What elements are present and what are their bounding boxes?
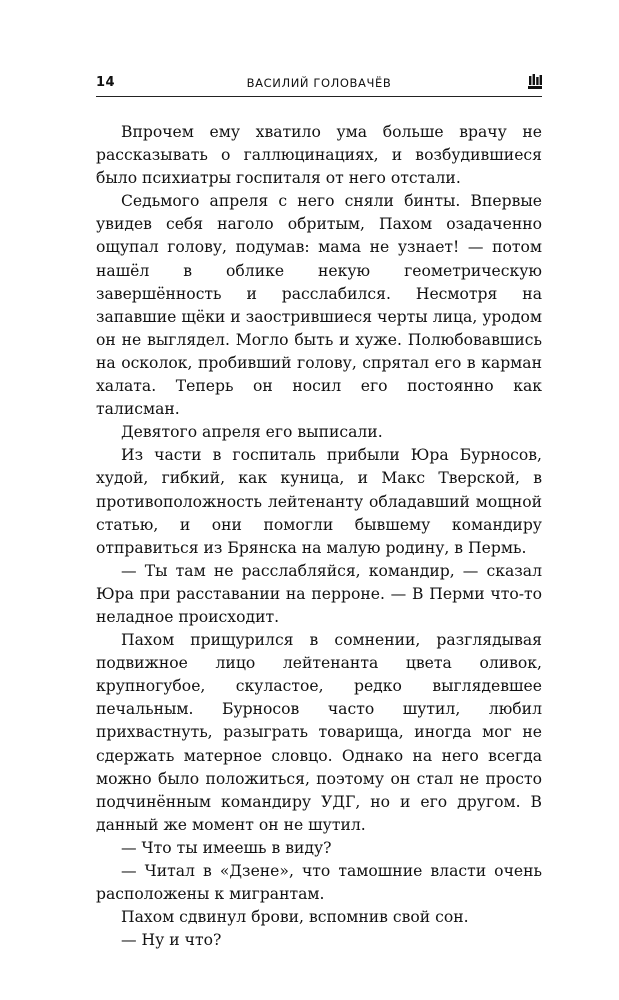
body-text: [96, 121, 542, 952]
paragraph: — Ты там не расслабляйся, командир, — сказал Юра при расставании на перроне. — В Перми что-то неладное происходит.: [96, 561, 542, 626]
paragraph: Пахом сдвинул брови, вспомнив свой сон.: [121, 908, 469, 927]
publisher-logo-icon: [528, 74, 542, 89]
page-header: [96, 74, 542, 96]
header-rule: [96, 96, 542, 97]
paragraph: Впрочем ему хватило ума больше врачу не рассказывать о галлюцинациях, и возбудившиеся было психиатры госпиталя от него отстали.: [96, 123, 542, 188]
paragraph: — Читал в «Дзене», что тамошние власти очень расположены к мигрантам.: [96, 862, 542, 904]
paragraph: Девятого апреля его выписали.: [121, 423, 383, 442]
page-number: 14: [96, 75, 116, 90]
running-head-author: ВАСИЛИЙ ГОЛОВАЧЁВ: [246, 76, 392, 90]
paragraph: Седьмого апреля с него сняли бинты. Впервые увидев себя наголо обритым, Пахом озадаченно ощупал голову, подумав: мама не узнает! — потом нашёл в облике некую геометрическую завершённость и расслабился. Несмотря на запавшие щёки и заострившиеся черты лица, уродом он не выглядел. Могло быть и хуже. Полюбовавшись на осколок, пробивший голову, спрятал его в карман халата. Теперь он носил его постоянно как талисман.: [96, 192, 542, 419]
paragraph: Из части в госпиталь прибыли Юра Бурносов, худой, гибкий, как куница, и Макс Тверской, в противоположность лейтенанту обладавший мощной статью, и они помогли бывшему командиру отправиться из Брянска на малую родину, в Пермь.: [96, 446, 542, 557]
paragraph: Пахом прищурился в сомнении, разглядывая подвижное лицо лейтенанта цвета оливок, крупногубое, скуластое, редко выглядевшее печальным. Бурносов часто шутил, любил прихвастнуть, разыграть товарища, иногда мог не сдержать матерное словцо. Однако на него всегда можно было положиться, поэтому он стал не просто подчинённым командиру УДГ, но и его другом. В данный же момент он не шутил.: [96, 631, 542, 834]
paragraph: — Ну и что?: [121, 931, 222, 950]
paragraph: — Что ты имеешь в виду?: [121, 838, 332, 857]
